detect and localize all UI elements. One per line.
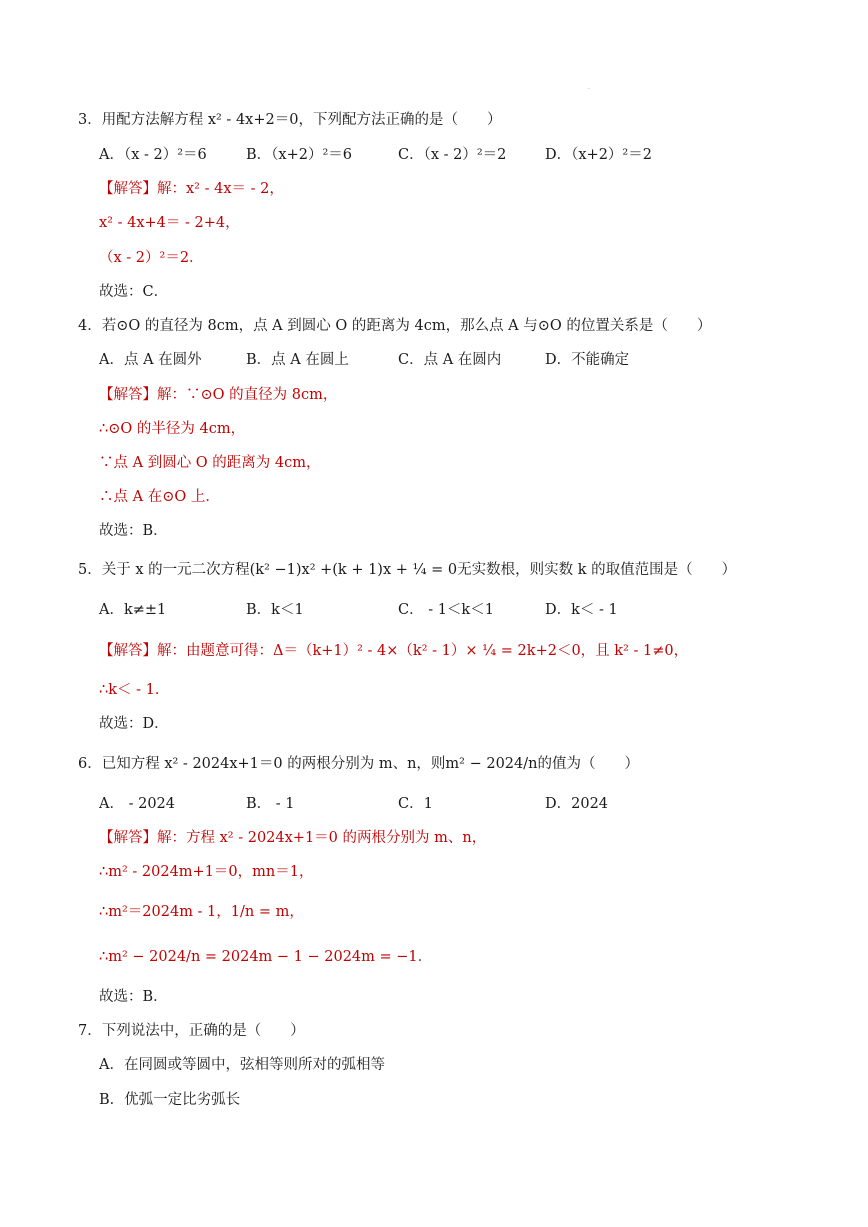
q5-selection: 故选：D． — [99, 716, 169, 732]
q4-option-a: A．点 A 在圆外 — [99, 352, 202, 368]
q3-answer-line-3: （x - 2）²＝2． — [99, 250, 204, 266]
q5-option-a: A．k≠±1 — [99, 602, 167, 618]
q6-option-b: B． - 1 — [246, 796, 295, 812]
q4-answer-line-3: ∵点 A 到圆心 O 的距离为 4cm， — [99, 455, 321, 471]
question-5-stem: 5．关于 x 的一元二次方程(k² −1)x² +(k + 1)x + ¼ = 0无实数根，则实数 k 的取值范围是（ ） — [78, 562, 737, 578]
q3-option-d: D．（x+2）²＝2 — [545, 147, 652, 163]
q6-selection: 故选：B． — [99, 989, 168, 1005]
q4-option-d: D．不能确定 — [545, 352, 630, 368]
q6-option-c: C．1 — [398, 796, 433, 812]
q6-answer-line-3: ∴m²＝2024m - 1，1/n = m， — [99, 904, 304, 920]
question-3-stem: 3．用配方法解方程 x² - 4x+2＝0，下列配方法正确的是（ ） — [78, 112, 502, 128]
q6-answer-line-2: ∴m² - 2024m+1＝0，mn＝1， — [99, 864, 314, 880]
q6-answer-line-1: 【解答】解：方程 x² - 2024x+1＝0 的两根分别为 m、n， — [99, 830, 487, 846]
q3-option-b: B．（x+2）²＝6 — [246, 147, 352, 163]
q5-answer-line-1: 【解答】解：由题意可得：Δ＝（k+1）² - 4×（k² - 1）× ¼ = 2k+2＜0，且 k² - 1≠0， — [99, 643, 689, 659]
q6-option-d: D．2024 — [545, 796, 609, 812]
q3-answer-line-1: 【解答】解：x² - 4x＝ - 2， — [99, 181, 284, 197]
q5-answer-line-2: ∴k＜ - 1． — [99, 682, 170, 698]
q4-selection: 故选：B． — [99, 523, 168, 539]
q7-option-a: A．在同圆或等圆中，弦相等则所对的弧相等 — [99, 1057, 385, 1073]
q3-option-c: C．（x - 2）²＝2 — [398, 147, 507, 163]
q4-option-c: C．点 A 在圆内 — [398, 352, 502, 368]
q6-answer-line-4: ∴m² − 2024/n = 2024m − 1 − 2024m = −1． — [99, 949, 433, 965]
q5-option-c: C． - 1＜k＜1 — [398, 602, 494, 618]
q4-answer-line-4: ∴点 A 在⊙O 上． — [99, 489, 220, 505]
question-4-stem: 4．若⊙O 的直径为 8cm，点 A 到圆心 O 的距离为 4cm，那么点 A 与⊙O 的位置关系是（ ） — [78, 318, 712, 334]
q7-option-b: B．优弧一定比劣弧长 — [99, 1092, 241, 1108]
q3-option-a: A．（x - 2）²＝6 — [99, 147, 207, 163]
q5-option-d: D．k＜ - 1 — [545, 602, 618, 618]
q4-option-b: B．点 A 在圆上 — [246, 352, 349, 368]
q3-answer-line-2: x² - 4x+4＝ - 2+4， — [99, 215, 240, 231]
q3-selection: 故选：C． — [99, 284, 169, 300]
question-7-stem: 7．下列说法中，正确的是（ ） — [78, 1023, 305, 1039]
question-6-stem: 6．已知方程 x² - 2024x+1＝0 的两根分别为 m、n，则m² − 2024/n的值为（ ） — [78, 756, 639, 772]
page-mark: · — [588, 86, 590, 93]
q6-option-a: A． - 2024 — [99, 796, 175, 812]
q4-answer-line-2: ∴⊙O 的半径为 4cm， — [99, 421, 246, 437]
q5-option-b: B．k＜1 — [246, 602, 304, 618]
q4-answer-line-1: 【解答】解：∵⊙O 的直径为 8cm， — [99, 387, 338, 403]
